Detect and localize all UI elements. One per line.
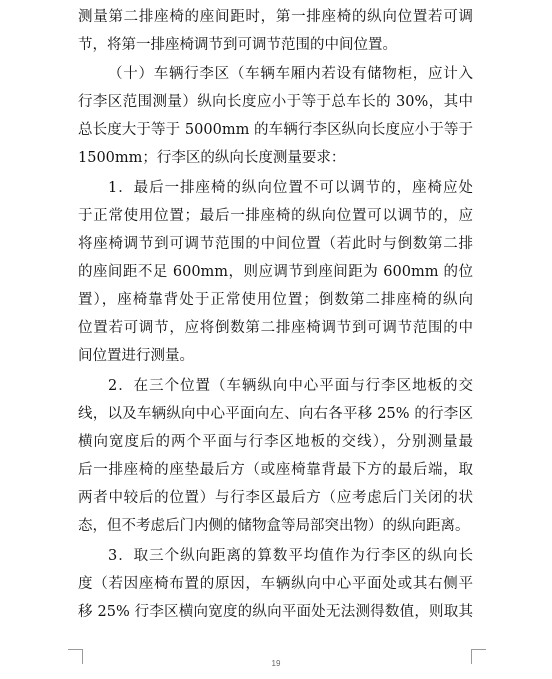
text-line: 位置若可调节，应将倒数第二排座椅调节到可调节范围的中 <box>78 320 473 336</box>
text-line: 移 25% 行李区横向宽度的纵向平面处无法测得数值，则取其 <box>78 604 473 620</box>
text-line: 将座椅调节到可调节范围的中间位置（若此时与倒数第二排 <box>78 236 473 252</box>
list-item-line: 3．取三个纵向距离的算数平均值作为行李区的纵向长 <box>108 548 473 564</box>
text-line: 测量第二排座椅的座间距时，第一排座椅的纵向位置若可调 <box>78 9 473 25</box>
text-line: 节，将第一排座椅调节到可调节范围的中间位置。 <box>78 37 397 53</box>
text-line: 行李区范围测量）纵向长度应小于等于总车长的 30%，其中 <box>78 94 473 110</box>
text-line: 的座间距不足 600mm，则应调节到座间距为 600mm 的位 <box>78 264 473 280</box>
text-line: 线，以及车辆纵向中心平面向左、向右各平移 25% 的行李区 <box>78 406 473 422</box>
text-line: 总长度大于等于 5000mm 的车辆行李区纵向长度应小于等于 <box>78 122 473 138</box>
text-line: 1500mm；行李区的纵向长度测量要求： <box>78 150 346 166</box>
text-line: 度（若因座椅布置的原因，车辆纵向中心平面处或其右侧平 <box>78 576 473 592</box>
text-line: 后一排座椅的座垫最后方（或座椅靠背最下方的最后端，取 <box>78 462 473 478</box>
text-line: 于正常使用位置；最后一排座椅的纵向位置可以调节的，应 <box>78 208 473 224</box>
list-item-line: 1．最后一排座椅的纵向位置不可以调节的，座椅应处 <box>108 180 473 196</box>
text-line: 间位置进行测量。 <box>78 348 194 364</box>
section-heading-line: （十）车辆行李区（车辆车厢内若设有储物柜，应计入 <box>108 66 473 82</box>
list-item-line: 2．在三个位置（车辆纵向中心平面与行李区地板的交 <box>108 378 473 394</box>
page-number: 19 <box>271 659 281 668</box>
text-line: 态，但不考虑后门内侧的储物盒等局部突出物）的纵向距离。 <box>78 518 470 534</box>
text-line: 置），座椅靠背处于正常使用位置；倒数第二排座椅的纵向 <box>78 292 473 308</box>
text-line: 两者中较后的位置）与行李区最后方（应考虑后门关闭的状 <box>78 490 473 506</box>
text-line: 横向宽度后的两个平面与行李区地板的交线），分别测量最 <box>78 434 473 450</box>
